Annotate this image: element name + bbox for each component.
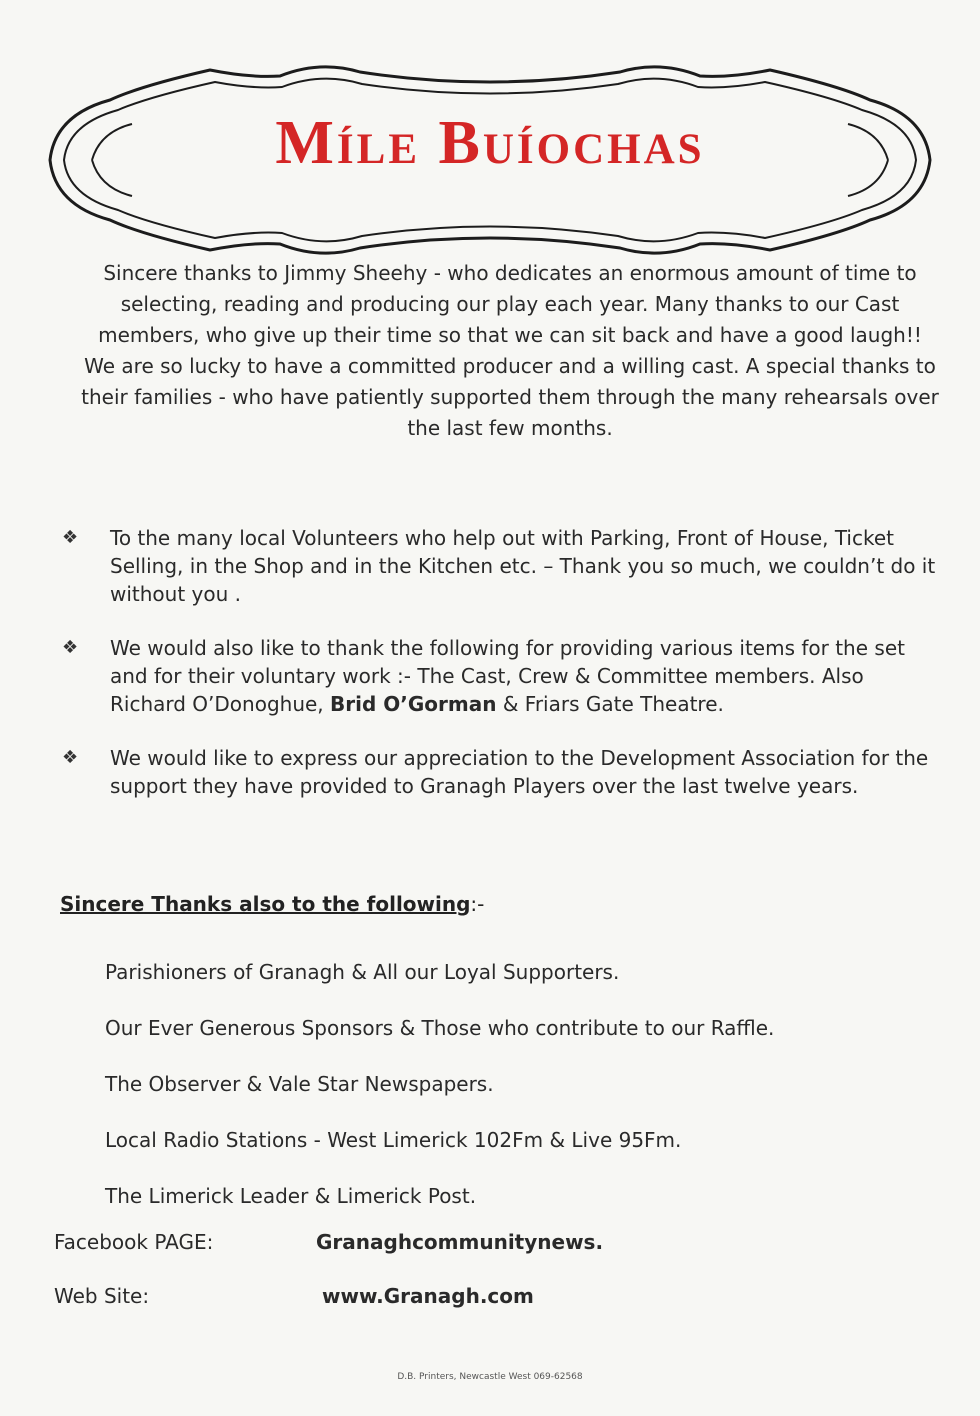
facebook-label: Facebook PAGE: <box>54 1230 214 1254</box>
thanks-list-item: Our Ever Generous Sponsors & Those who contribute to our Raffle. <box>105 1016 775 1040</box>
diamond-bullet-icon: ❖ <box>62 527 79 548</box>
thanks-heading-text: Sincere Thanks also to the following <box>60 892 471 916</box>
facebook-page-name: Granaghcommunitynews. <box>316 1230 604 1254</box>
frame-right-curl <box>848 124 888 196</box>
bullet-text <box>110 634 942 718</box>
bullet-text: To the many local Volunteers who help out with Parking, Front of House, Ticket Selling, in the Shop and in the Kitchen etc. – Thank you so much, we couldn’t do it without you . <box>110 526 936 606</box>
bullet-item-items-providers <box>62 634 942 718</box>
website-label: Web Site: <box>54 1284 150 1308</box>
bullet-bold-name: Brid O’Gorman <box>330 692 497 716</box>
thanks-list-item: Local Radio Stations - West Limerick 102Fm & Live 95Fm. <box>105 1128 682 1152</box>
page-title: Míle Buíochas <box>275 109 705 177</box>
thanks-heading-suffix: :- <box>470 892 485 916</box>
diamond-bullet-icon: ❖ <box>62 747 79 768</box>
printer-footer: D.B. Printers, Newcastle West 069-62568 <box>397 1372 583 1382</box>
bullet-item-volunteers <box>62 524 942 608</box>
bullet-text: We would like to express our appreciation to the Development Association for the support they have provided to Granagh Players over the last twelve years. <box>110 746 929 798</box>
intro-paragraph: Sincere thanks to Jimmy Sheehy - who dedicates an enormous amount of time to selecting, reading and producing our play each year. Many thanks to our Cast members, who give up their time so that we can sit back and have a good laugh!! We are so lucky to have a committed producer and a willing cast. A special thanks to their families - who have patiently supported them through the many rehearsals over the last few months. <box>81 261 939 440</box>
thanks-list <box>105 958 885 1238</box>
thanks-heading <box>60 892 484 916</box>
bullet-text-before: We would also like to thank the following for providing various items for the set and for their voluntary work :- The Cast, Crew & Committee members. Also Richard O’Donoghue, <box>110 636 905 716</box>
website-row <box>54 1284 774 1308</box>
frame-left-curl <box>92 124 132 196</box>
acknowledgement-list <box>62 524 942 826</box>
thanks-list-item: The Observer & Vale Star Newspapers. <box>105 1072 494 1096</box>
bullet-text-after: & Friars Gate Theatre. <box>496 692 724 716</box>
thanks-list-item: The Limerick Leader & Limerick Post. <box>105 1184 477 1208</box>
website-url: www.Granagh.com <box>322 1284 534 1308</box>
thanks-list-item: Parishioners of Granagh & All our Loyal Supporters. <box>105 960 620 984</box>
bullet-item-development-association <box>62 744 942 800</box>
facebook-row <box>54 1230 774 1254</box>
diamond-bullet-icon: ❖ <box>62 637 79 658</box>
